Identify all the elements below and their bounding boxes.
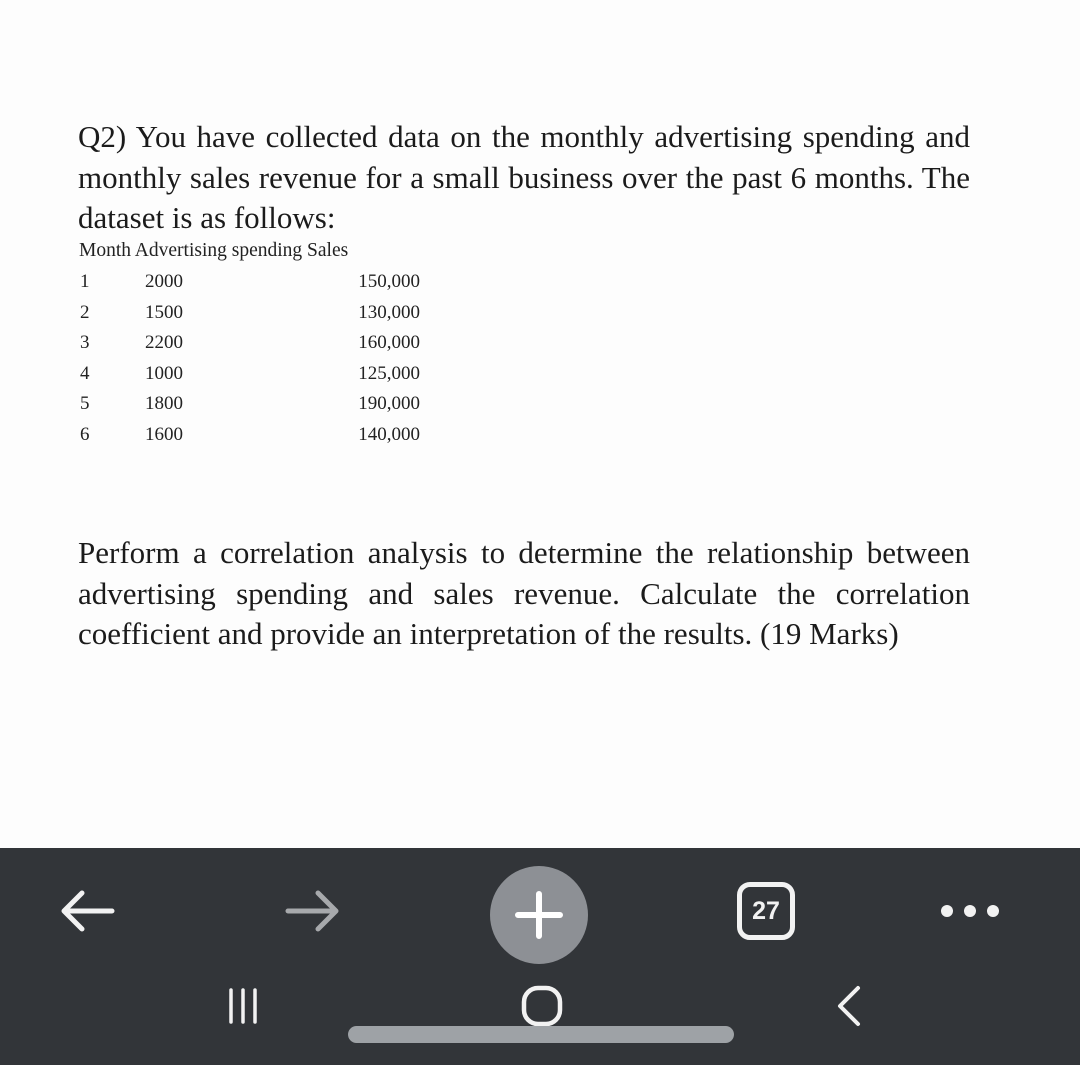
forward-arrow-icon [282, 886, 346, 936]
new-tab-button[interactable] [490, 866, 588, 964]
month-cell: 4 [80, 362, 90, 384]
more-options-icon [937, 901, 1003, 921]
table-row [0, 332, 600, 362]
task-paragraph: Perform a correlation analysis to determine the relationship between advertising spending and sales revenue. Calculate the correlation coefficient and provide an interpretation of the results. (19 Marks) [78, 535, 970, 651]
advertising-cell: 2000 [145, 271, 183, 292]
recent-apps-button[interactable] [205, 976, 281, 1036]
table-header: Month Advertising spending Sales [79, 240, 349, 261]
back-button[interactable] [48, 878, 124, 944]
browser-toolbar [0, 848, 1080, 1065]
table-row [0, 302, 600, 332]
more-options-button[interactable] [930, 878, 1010, 944]
advertising-cell: 1500 [145, 301, 183, 323]
gesture-handle[interactable] [348, 1026, 734, 1043]
back-arrow-icon [54, 886, 118, 936]
advertising-cell: 1000 [145, 362, 183, 384]
month-cell: 3 [80, 332, 90, 353]
table-row [0, 271, 600, 301]
tab-count: 27 [752, 896, 780, 925]
sales-cell: 190,000 [358, 393, 420, 414]
month-cell: 1 [80, 271, 90, 292]
table-row [0, 424, 600, 454]
sales-cell: 125,000 [358, 362, 420, 384]
sales-cell: 140,000 [358, 423, 420, 445]
advertising-cell: 2200 [145, 332, 183, 353]
advertising-cell: 1800 [145, 393, 183, 414]
sales-cell: 150,000 [358, 271, 420, 292]
system-back-button[interactable] [810, 976, 886, 1036]
system-back-icon [828, 984, 868, 1028]
advertising-cell: 1600 [145, 423, 183, 445]
question-paragraph: Q2) You have collected data on the monthly advertising spending and monthly sales revenue for a small business over the past 6 months. The dataset is as follows: [78, 119, 970, 235]
table-row [0, 393, 600, 423]
table-row [0, 363, 600, 393]
month-cell: 2 [80, 301, 90, 323]
sales-cell: 130,000 [358, 301, 420, 323]
tab-switcher-button[interactable] [724, 878, 808, 944]
forward-button[interactable] [276, 878, 352, 944]
recent-apps-icon [223, 988, 263, 1024]
month-cell: 6 [80, 423, 90, 445]
sales-cell: 160,000 [358, 332, 420, 353]
plus-icon [514, 890, 564, 940]
home-icon [518, 984, 566, 1028]
month-cell: 5 [80, 393, 90, 414]
tab-switcher-icon [737, 882, 795, 940]
